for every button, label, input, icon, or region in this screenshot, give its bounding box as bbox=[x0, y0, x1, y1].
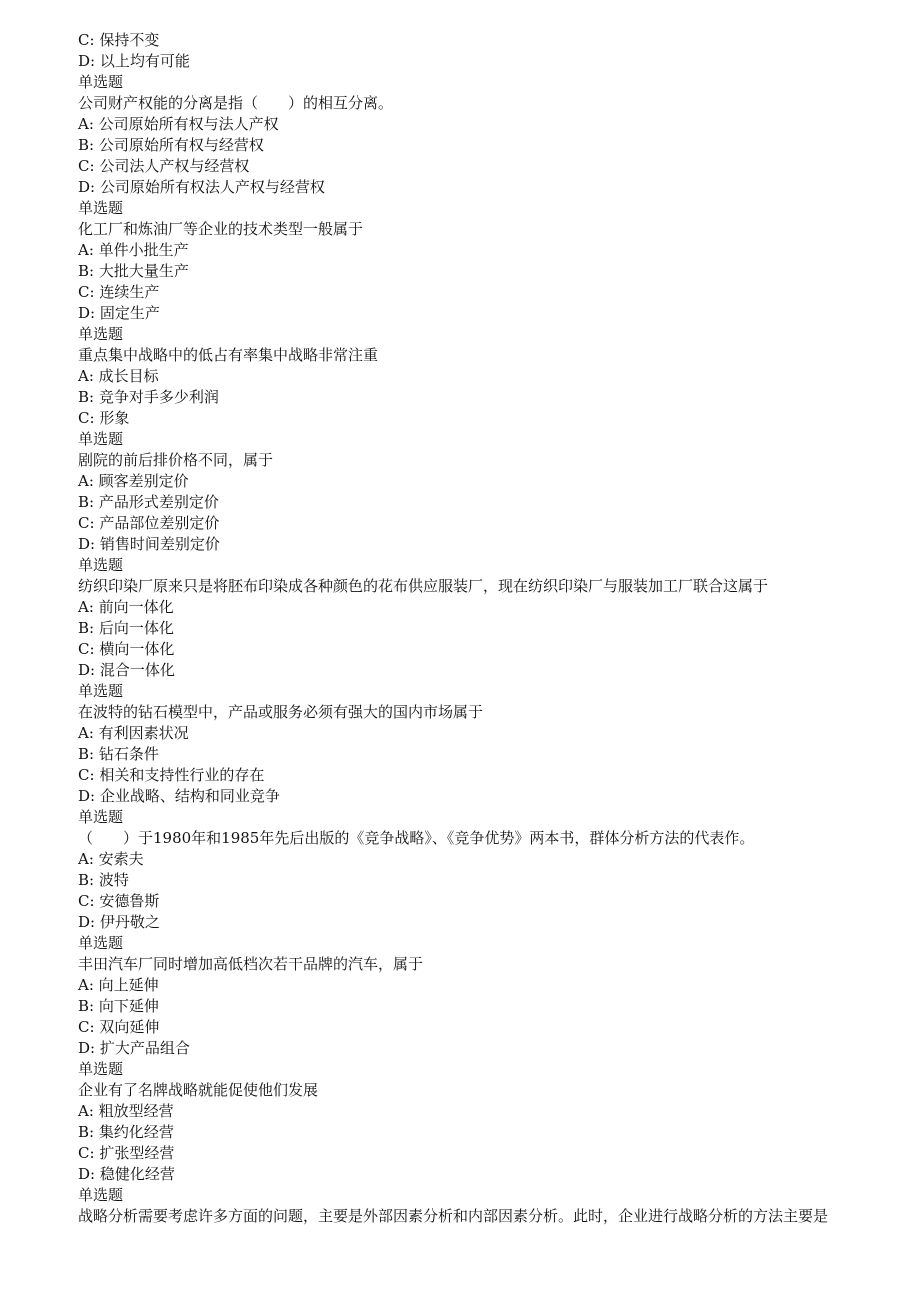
question-option: D: 企业战略、结构和同业竞争 bbox=[78, 787, 280, 805]
option-text: 产品形式差别定价 bbox=[98, 493, 219, 511]
question-stem: 丰田汽车厂同时增加高低档次若干品牌的汽车，属于 bbox=[78, 955, 424, 973]
option-key: C bbox=[78, 409, 90, 427]
question-option: C: 连续生产 bbox=[78, 283, 160, 301]
option-text: 混合一体化 bbox=[99, 661, 175, 679]
question-option: D: 混合一体化 bbox=[78, 661, 175, 679]
option-text: 公司法人产权与经营权 bbox=[99, 157, 250, 175]
question-option: D: 扩大产品组合 bbox=[78, 1039, 190, 1057]
question-option: D: 销售时间差别定价 bbox=[78, 535, 220, 553]
option-text: 稳健化经营 bbox=[99, 1165, 175, 1183]
question-stem: 战略分析需要考虑许多方面的问题，主要是外部因素分析和内部因素分析。此时，企业进行战略分析的方法主要是 bbox=[78, 1207, 829, 1225]
option-text: 横向一体化 bbox=[99, 640, 175, 658]
option-key: C bbox=[78, 1018, 90, 1036]
option-text: 公司原始所有权与经营权 bbox=[98, 136, 264, 154]
question-option: B: 集约化经营 bbox=[78, 1123, 174, 1141]
option-text: 相关和支持性行业的存在 bbox=[99, 766, 265, 784]
option-key: D bbox=[78, 52, 91, 70]
question-stem: 公司财产权能的分离是指（ ）的相互分离。 bbox=[78, 94, 394, 112]
option-key: A bbox=[78, 472, 89, 490]
option-key: A bbox=[78, 1102, 89, 1120]
option-text: 大批大量生产 bbox=[98, 262, 189, 280]
option-key: C bbox=[78, 892, 90, 910]
question-option: C: 形象 bbox=[78, 409, 130, 427]
option-text: 向下延伸 bbox=[98, 997, 159, 1015]
option-key: D bbox=[78, 1165, 91, 1183]
option-text: 有利因素状况 bbox=[98, 724, 189, 742]
question-type-label: 单选题 bbox=[78, 1060, 124, 1078]
question-option: B: 波特 bbox=[78, 871, 129, 889]
option-text: 前向一体化 bbox=[98, 598, 174, 616]
document-page bbox=[78, 30, 858, 1227]
option-key: C bbox=[78, 31, 90, 49]
option-text: 形象 bbox=[99, 409, 130, 427]
option-text: 成长目标 bbox=[98, 367, 159, 385]
question-option: A: 顾客差别定价 bbox=[78, 472, 189, 490]
option-key: B bbox=[78, 619, 90, 637]
question-option: D: 伊丹敬之 bbox=[78, 913, 160, 931]
question-option: B: 向下延伸 bbox=[78, 997, 159, 1015]
option-text: 竞争对手多少利润 bbox=[98, 388, 219, 406]
question-option: B: 竞争对手多少利润 bbox=[78, 388, 219, 406]
question-option: C: 相关和支持性行业的存在 bbox=[78, 766, 265, 784]
option-key: D bbox=[78, 535, 91, 553]
question-stem: 纺织印染厂原来只是将胚布印染成各种颜色的花布供应服装厂，现在纺织印染厂与服装加工厂联合这属于 bbox=[78, 577, 769, 595]
option-text: 保持不变 bbox=[99, 31, 160, 49]
option-text: 公司原始所有权与法人产权 bbox=[98, 115, 279, 133]
option-key: C bbox=[78, 766, 90, 784]
option-key: B bbox=[78, 997, 90, 1015]
question-type-label: 单选题 bbox=[78, 199, 124, 217]
option-text: 公司原始所有权法人产权与经营权 bbox=[99, 178, 325, 196]
option-key: B bbox=[78, 493, 90, 511]
question-stem: 重点集中战略中的低占有率集中战略非常注重 bbox=[78, 346, 379, 364]
question-type-label: 单选题 bbox=[78, 1186, 124, 1204]
question-option: C: 扩张型经营 bbox=[78, 1144, 175, 1162]
option-key: C bbox=[78, 514, 90, 532]
question-option: D: 稳健化经营 bbox=[78, 1165, 175, 1183]
question-type-label: 单选题 bbox=[78, 73, 124, 91]
question-option: B: 公司原始所有权与经营权 bbox=[78, 136, 264, 154]
option-text: 产品部位差别定价 bbox=[99, 514, 220, 532]
option-text: 安德鲁斯 bbox=[99, 892, 160, 910]
option-key: A bbox=[78, 976, 89, 994]
question-stem: 剧院的前后排价格不同，属于 bbox=[78, 451, 274, 469]
option-key: B bbox=[78, 1123, 90, 1141]
option-key: D bbox=[78, 1039, 91, 1057]
option-text: 后向一体化 bbox=[98, 619, 174, 637]
question-option: C: 横向一体化 bbox=[78, 640, 175, 658]
option-key: B bbox=[78, 871, 90, 889]
option-key: B bbox=[78, 136, 90, 154]
question-option: B: 大批大量生产 bbox=[78, 262, 189, 280]
option-text: 安索夫 bbox=[98, 850, 144, 868]
question-stem: 在波特的钻石模型中，产品或服务必须有强大的国内市场属于 bbox=[78, 703, 484, 721]
question-option: A: 有利因素状况 bbox=[78, 724, 189, 742]
option-key: C bbox=[78, 1144, 90, 1162]
option-key: A bbox=[78, 724, 89, 742]
option-text: 以上均有可能 bbox=[99, 52, 190, 70]
option-key: D bbox=[78, 178, 91, 196]
question-stem: （ ）于1980年和1985年先后出版的《竞争战略》、《竞争优势》两本书，群体分析方法的代表作。 bbox=[78, 829, 755, 847]
option-text: 扩张型经营 bbox=[99, 1144, 175, 1162]
option-key: A bbox=[78, 367, 89, 385]
option-text: 连续生产 bbox=[99, 283, 160, 301]
question-option: B: 后向一体化 bbox=[78, 619, 174, 637]
option-text: 销售时间差别定价 bbox=[99, 535, 220, 553]
question-option: A: 向上延伸 bbox=[78, 976, 159, 994]
option-key: A bbox=[78, 115, 89, 133]
option-key: D bbox=[78, 661, 91, 679]
option-text: 粗放型经营 bbox=[98, 1102, 174, 1120]
option-key: C bbox=[78, 283, 90, 301]
option-key: D bbox=[78, 304, 91, 322]
question-option: D: 固定生产 bbox=[78, 304, 160, 322]
question-type-label: 单选题 bbox=[78, 808, 124, 826]
leading-option: D: 以上均有可能 bbox=[78, 52, 190, 70]
option-key: A bbox=[78, 850, 89, 868]
question-option: C: 双向延伸 bbox=[78, 1018, 160, 1036]
option-text: 向上延伸 bbox=[98, 976, 159, 994]
question-stem: 化工厂和炼油厂等企业的技术类型一般属于 bbox=[78, 220, 364, 238]
question-type-label: 单选题 bbox=[78, 682, 124, 700]
question-option: A: 成长目标 bbox=[78, 367, 159, 385]
option-text: 固定生产 bbox=[99, 304, 160, 322]
option-key: B bbox=[78, 262, 90, 280]
question-option: C: 产品部位差别定价 bbox=[78, 514, 220, 532]
option-text: 扩大产品组合 bbox=[99, 1039, 190, 1057]
question-type-label: 单选题 bbox=[78, 325, 124, 343]
question-option: C: 公司法人产权与经营权 bbox=[78, 157, 250, 175]
option-key: B bbox=[78, 745, 90, 763]
option-text: 单件小批生产 bbox=[98, 241, 189, 259]
option-key: D bbox=[78, 913, 91, 931]
option-text: 伊丹敬之 bbox=[99, 913, 160, 931]
question-type-label: 单选题 bbox=[78, 934, 124, 952]
question-option: A: 粗放型经营 bbox=[78, 1102, 174, 1120]
question-type-label: 单选题 bbox=[78, 430, 124, 448]
option-text: 企业战略、结构和同业竞争 bbox=[99, 787, 280, 805]
option-key: D bbox=[78, 787, 91, 805]
question-stem: 企业有了名牌战略就能促使他们发展 bbox=[78, 1081, 319, 1099]
option-key: B bbox=[78, 388, 90, 406]
option-key: C bbox=[78, 157, 90, 175]
option-key: C bbox=[78, 640, 90, 658]
question-option: A: 前向一体化 bbox=[78, 598, 174, 616]
question-option: A: 公司原始所有权与法人产权 bbox=[78, 115, 279, 133]
option-key: A bbox=[78, 598, 89, 616]
question-option: B: 产品形式差别定价 bbox=[78, 493, 219, 511]
leading-option: C: 保持不变 bbox=[78, 31, 160, 49]
option-text: 集约化经营 bbox=[98, 1123, 174, 1141]
option-text: 顾客差别定价 bbox=[98, 472, 189, 490]
option-text: 双向延伸 bbox=[99, 1018, 160, 1036]
option-key: A bbox=[78, 241, 89, 259]
question-option: A: 安索夫 bbox=[78, 850, 144, 868]
question-option: D: 公司原始所有权法人产权与经营权 bbox=[78, 178, 325, 196]
question-option: B: 钻石条件 bbox=[78, 745, 159, 763]
question-option: A: 单件小批生产 bbox=[78, 241, 189, 259]
question-type-label: 单选题 bbox=[78, 556, 124, 574]
question-option: C: 安德鲁斯 bbox=[78, 892, 160, 910]
option-text: 波特 bbox=[98, 871, 129, 889]
option-text: 钻石条件 bbox=[98, 745, 159, 763]
